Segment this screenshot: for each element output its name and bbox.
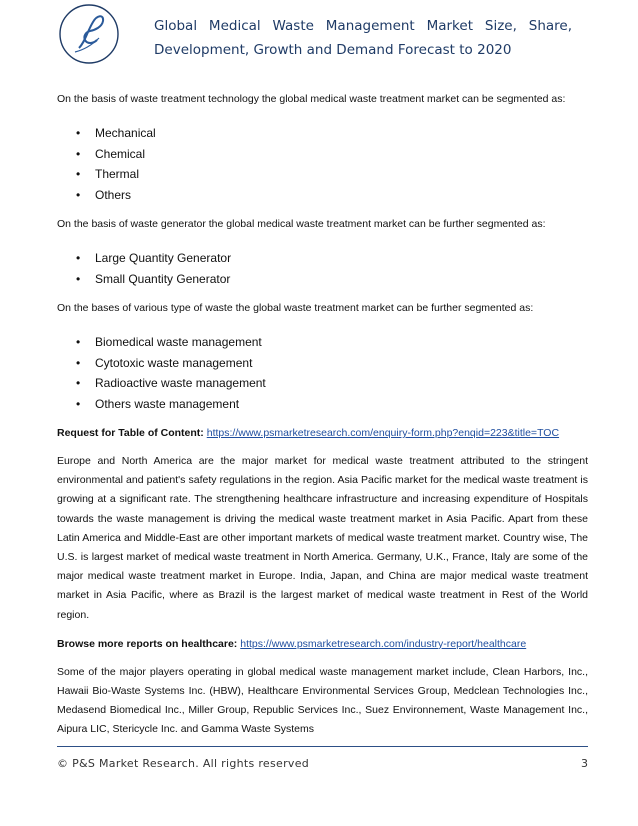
document-title-line-2: Development, Growth and Demand Forecast to 2020 <box>154 42 512 58</box>
footer-divider <box>57 746 588 747</box>
page-number: 3 <box>581 757 588 770</box>
list-item: • Radioactive waste management <box>57 373 588 394</box>
browse-reports-link[interactable]: https://www.psmarketresearch.com/industry-report/healthcare <box>240 637 527 650</box>
waste-type-list <box>57 332 588 414</box>
document-title-line-1: Global Medical Waste Management Market Size, Share, <box>154 18 572 34</box>
ps-logo-icon <box>57 2 121 66</box>
page-header <box>0 0 638 70</box>
list-item: • Thermal <box>57 164 588 185</box>
list-item: • Small Quantity Generator <box>57 269 588 290</box>
generator-list <box>57 248 588 289</box>
bullet-icon: • <box>76 187 81 202</box>
browse-reports <box>57 637 588 651</box>
page-content <box>57 92 588 740</box>
bullet-icon: • <box>76 167 81 181</box>
players-paragraph: Some of the major players operating in global medical waste management market include, Clean Harbors, Inc., Hawaii Bio-Waste Systems Inc. (HBW), Healthcare Environmental Services Group, Medclean Technologies Inc., Medasend Biomedical Inc., Miller Group, Republic Services Inc., Suez Environnement, Waste Management Inc., Aipura LIC, Stericycle Inc. and Gamma Waste Systems <box>57 665 588 736</box>
bullet-icon: • <box>76 271 81 286</box>
list-item: • Chemical <box>57 144 588 165</box>
technology-intro: On the basis of waste treatment technology the global medical waste treatment market can be segmented as: <box>57 93 566 105</box>
request-toc <box>57 426 588 440</box>
generator-intro: On the basis of waste generator the global medical waste treatment market can be further segmented as: <box>57 218 546 230</box>
list-item: • Others waste management <box>57 394 588 415</box>
browse-reports-label: Browse more reports on healthcare: <box>57 637 238 650</box>
document-title <box>154 14 572 62</box>
bullet-icon: • <box>76 376 81 390</box>
request-toc-link[interactable]: https://www.psmarketresearch.com/enquiry-form.php?enqid=223&title=TOC <box>206 427 560 439</box>
list-item: • Mechanical <box>57 123 588 144</box>
request-toc-label: Request for Table of Content: <box>57 427 204 439</box>
footer-copyright: © P&S Market Research. All rights reserved <box>57 757 310 770</box>
technology-list <box>57 123 588 205</box>
bullet-icon: • <box>76 335 81 349</box>
regions-paragraph: Europe and North America are the major market for medical waste treatment attributed to the stringent environmental and patient's safety regulations in the region. Asia Pacific market for the medical waste treatment is growing at a significant rate. The strengthening healthcare infrastructure and increasing expenditure of Hospitals towards the waste management is driving the medical waste treatment market in Asia Pacific. Apart from these Latin America and Middle-East are other important markets of medical waste treatment market. Country wise, The U.S. is largest market of medical waste treatment in North America. Germany, U.K., France, Italy are some of the major medical waste treatment market in Europe. India, Japan, and China are major medical waste treatment market in Asia Pacific, where as Brazil is the largest market of medical waste treatment in Rest of the World region. <box>57 455 588 621</box>
list-item: • Large Quantity Generator <box>57 248 588 269</box>
list-item: • Biomedical waste management <box>57 332 588 353</box>
list-item: • Others <box>57 185 588 206</box>
bullet-icon: • <box>76 251 81 265</box>
bullet-icon: • <box>76 146 81 161</box>
bullet-icon: • <box>76 355 81 370</box>
list-item: • Cytotoxic waste management <box>57 353 588 374</box>
bullet-icon: • <box>76 126 81 140</box>
waste-type-intro: On the bases of various type of waste the global waste treatment market can be further segmented as: <box>57 302 534 314</box>
bullet-icon: • <box>76 396 81 411</box>
